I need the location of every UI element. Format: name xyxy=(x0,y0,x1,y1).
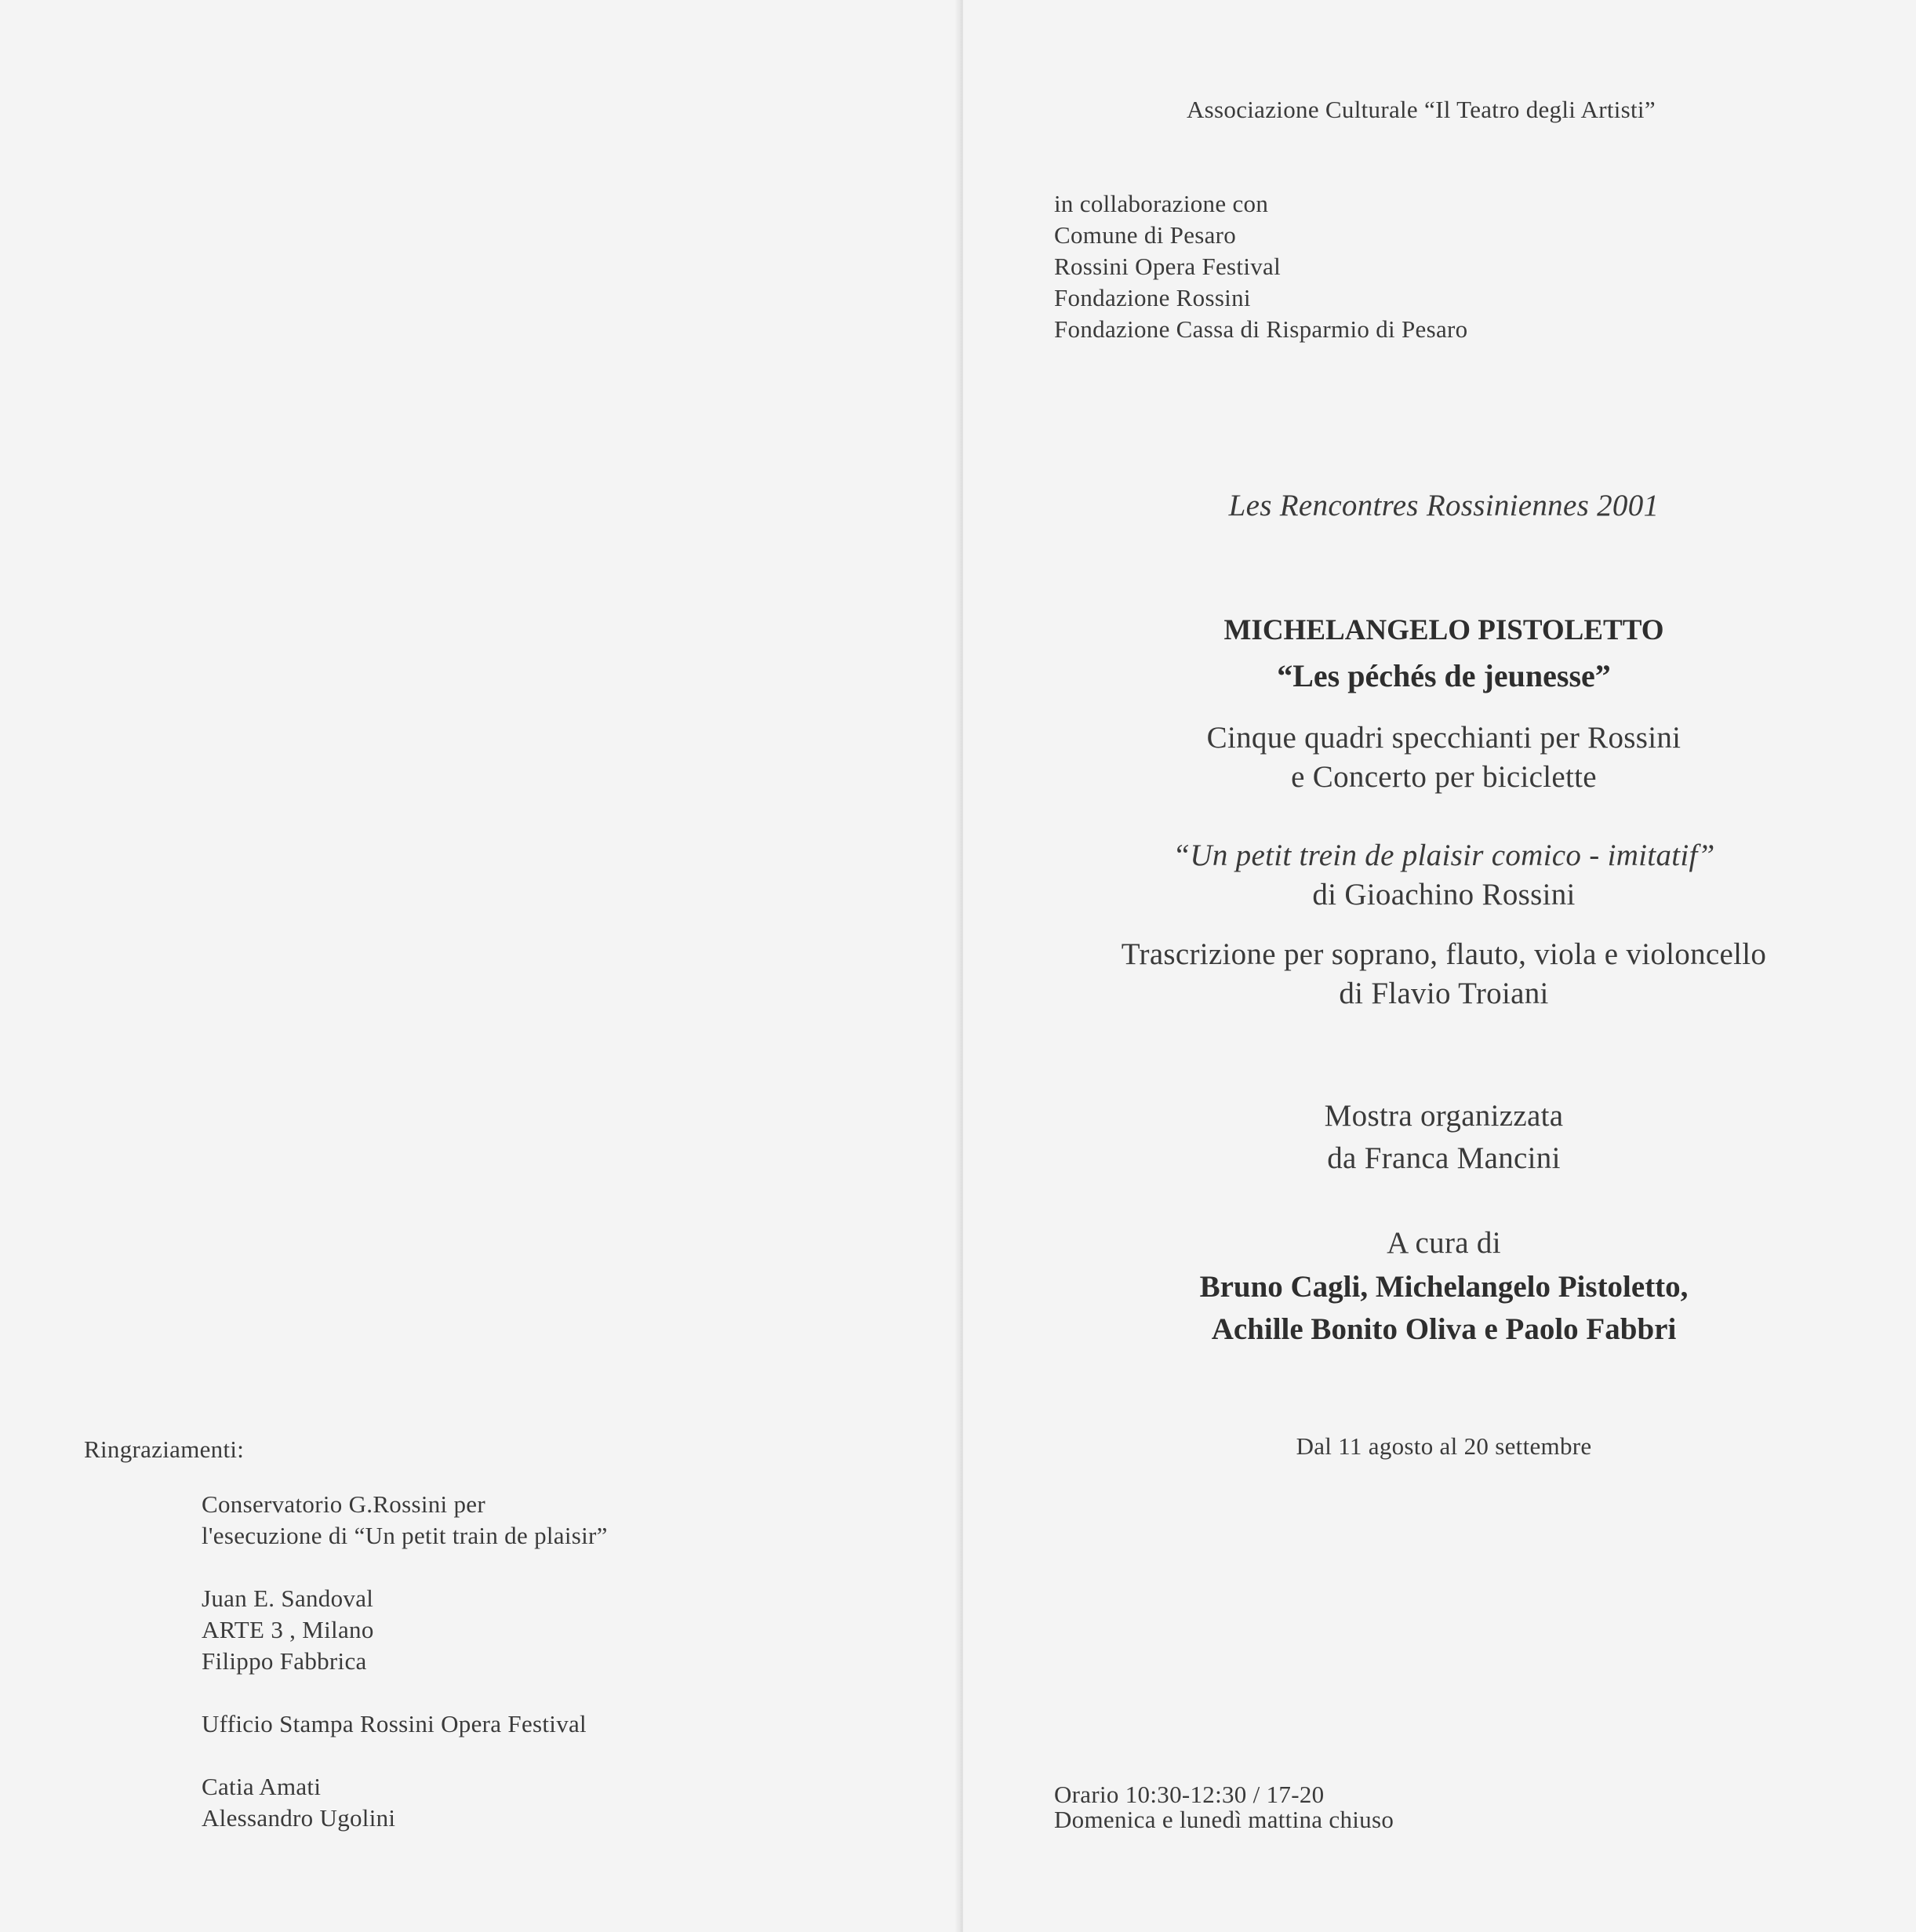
thanks-line: Conservatorio G.Rossini per xyxy=(202,1490,485,1518)
thanks-line: ARTE 3 , Milano xyxy=(202,1616,374,1643)
thanks-line: Catia Amati xyxy=(202,1773,322,1800)
collaboration-line: Fondazione Rossini xyxy=(1054,284,1251,311)
curated-label: A cura di xyxy=(1387,1226,1501,1260)
closing-days: Domenica e lunedì mattina chiuso xyxy=(1054,1806,1394,1833)
description-line: Cinque quadri specchianti per Rossini xyxy=(1206,721,1681,755)
thanks-line: Filippo Fabbrica xyxy=(202,1647,367,1675)
thanks-line: Alessandro Ugolini xyxy=(202,1804,396,1832)
curators-line: Achille Bonito Oliva e Paolo Fabbri xyxy=(1211,1312,1677,1346)
association-name: Associazione Culturale “Il Teatro degli Artisti” xyxy=(1187,96,1656,123)
curators-line: Bruno Cagli, Michelangelo Pistoletto, xyxy=(1199,1270,1689,1304)
exhibition-title: “Les péchés de jeunesse” xyxy=(1277,658,1611,693)
series-title: Les Rencontres Rossiniennes 2001 xyxy=(1228,489,1660,522)
transcription-line: Trascrizione per soprano, flauto, viola e violoncello xyxy=(1121,937,1767,971)
opening-hours: Orario 10:30-12:30 / 17-20 xyxy=(1054,1781,1325,1808)
description-line: e Concerto per biciclette xyxy=(1291,760,1597,794)
organized-line: da Franca Mancini xyxy=(1327,1141,1561,1175)
work-title: “Un petit trein de plaisir comico - imitatif” xyxy=(1173,839,1715,872)
transcription-line: di Flavio Troiani xyxy=(1339,977,1549,1010)
thanks-line: Ufficio Stampa Rossini Opera Festival xyxy=(202,1710,587,1737)
thanks-heading: Ringraziamenti: xyxy=(84,1435,245,1463)
artist-name: MICHELANGELO PISTOLETTO xyxy=(1223,614,1664,646)
thanks-line: Juan E. Sandoval xyxy=(202,1585,374,1612)
thanks-line: l'esecuzione di “Un petit train de plaisir” xyxy=(202,1522,608,1549)
collaboration-line: Fondazione Cassa di Risparmio di Pesaro xyxy=(1054,315,1468,343)
collaboration-line: Rossini Opera Festival xyxy=(1054,253,1282,280)
work-author: di Gioachino Rossini xyxy=(1312,878,1576,911)
organized-line: Mostra organizzata xyxy=(1324,1099,1564,1133)
collaboration-line: in collaborazione con xyxy=(1054,190,1269,217)
collaboration-line: Comune di Pesaro xyxy=(1054,221,1237,249)
exhibition-dates: Dal 11 agosto al 20 settembre xyxy=(1296,1432,1592,1460)
right-page xyxy=(963,0,1916,1932)
